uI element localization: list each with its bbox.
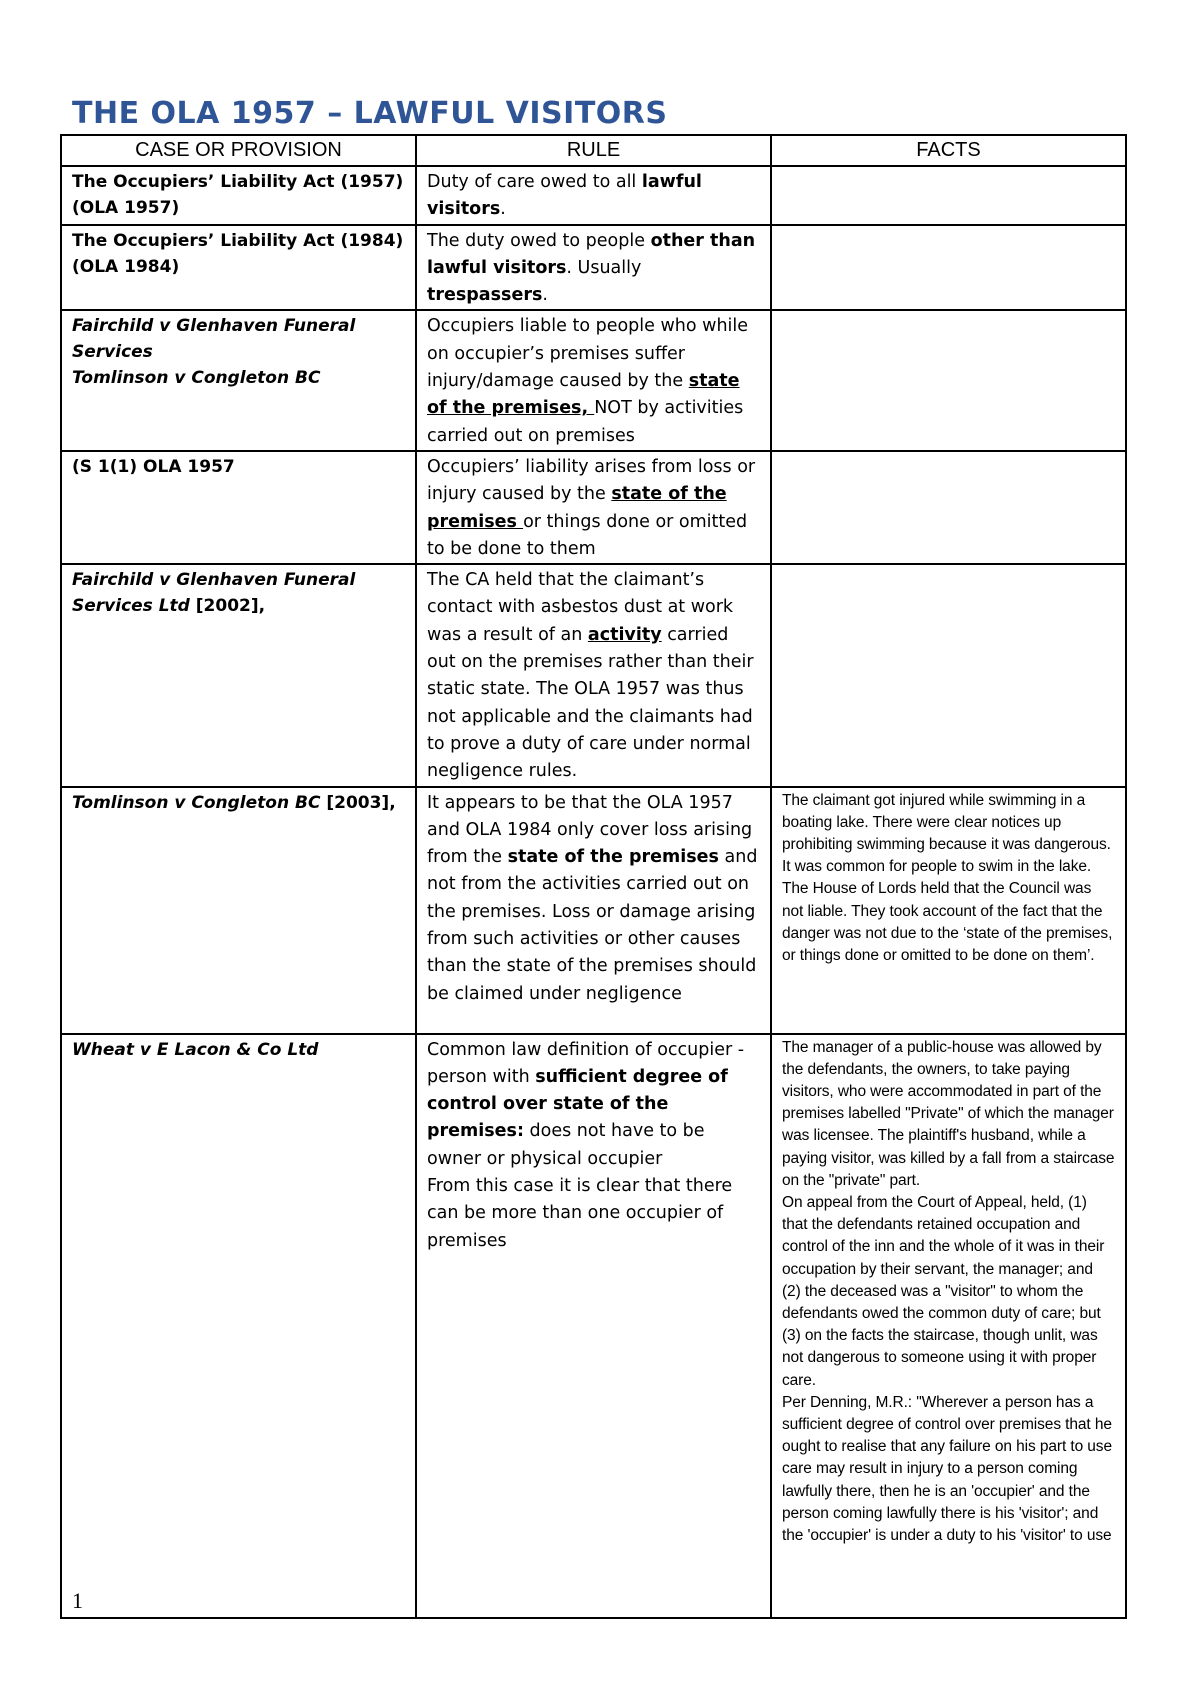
table-row	[61, 166, 1126, 225]
table-row	[61, 564, 1126, 786]
table-row	[61, 310, 1126, 450]
rule-cell: Common law definition of occupier - person with sufficient degree of control over state of the premises: does not have to be owner or physical occupier From this case it is clear that there can be more than one occupier of premises	[416, 1034, 771, 1618]
table-row	[61, 787, 1126, 1034]
rule-cell: Duty of care owed to all lawful visitors.	[416, 166, 771, 225]
header-facts: FACTS	[771, 135, 1126, 166]
case-citation: [2002],	[189, 596, 266, 617]
emphasis: sufficient degree of control over state of the premises:	[427, 1066, 728, 1142]
rule-cell: Occupiers liable to people who while on occupier’s premises suffer injury/damage caused by the state of the premises, NOT by activities carried out on premises	[416, 310, 771, 450]
facts-cell	[771, 166, 1126, 225]
facts-cell	[771, 310, 1126, 450]
cases-table	[60, 134, 1127, 1619]
facts-paragraph: On appeal from the Court of Appeal, held, (1) that the defendants retained occupation and control of the inn and the whole of it was in their occupation by their servant, the manager; and (2) the deceased was a "visitor" to whom the defendants owed the common duty of care; but (3) on the facts the staircase, though unlit, was not dangerous to someone using it with proper care.	[782, 1193, 1105, 1389]
table-row	[61, 225, 1126, 311]
header-case: CASE OR PROVISION	[61, 135, 416, 166]
case-name: The Occupiers’ Liability Act (1984)	[72, 230, 404, 251]
emphasis: state of the premises	[507, 847, 719, 868]
case-name: Fairchild v Glenhaven Funeral Services	[72, 316, 356, 363]
facts-paragraph: Per Denning, M.R.: "Wherever a person has a sufficient degree of control over premises that he ought to realise that any failure on his part to use care may result in injury to a person coming lawfully there, then he is an 'occupier' and the person coming lawfully there is his 'visitor'; and the 'occupier' is under a duty to his 'visitor' to use	[782, 1393, 1112, 1544]
case-cell	[61, 225, 416, 311]
emphasis: other than lawful visitors	[427, 230, 756, 278]
table-row	[61, 451, 1126, 564]
case-name: Tomlinson v Congleton BC	[72, 368, 321, 389]
rule-cell: The CA held that the claimant’s contact with asbestos dust at work was a result of an activity carried out on the premises rather than their static state. The OLA 1957 was thus not applicable and the claimants had to prove a duty of care under normal negligence rules.	[416, 564, 771, 786]
case-cell	[61, 310, 416, 450]
page-title: THE OLA 1957 – LAWFUL VISITORS	[72, 96, 668, 131]
table-row	[61, 1034, 1126, 1618]
facts-cell	[771, 1034, 1126, 1618]
facts-paragraph: The manager of a public-house was allowed by the defendants, the owners, to take paying visitors, who were accommodated in part of the premises labelled "Private" of which the manager was licensee. The plaintiff's husband, while a paying visitor, was killed by a fall from a staircase on the "private" part.	[782, 1038, 1115, 1189]
case-name: Wheat v E Lacon & Co Ltd	[72, 1039, 319, 1060]
case-cell	[61, 564, 416, 786]
header-row	[61, 135, 1126, 166]
page-number: 1	[72, 1588, 83, 1613]
emphasis: lawful visitors	[427, 172, 702, 220]
case-name: The Occupiers’ Liability Act (1957)	[72, 172, 404, 192]
facts-cell	[771, 225, 1126, 311]
rule-cell: It appears to be that the OLA 1957 and OLA 1984 only cover loss arising from the state of the premises and not from the activities carried out on the premises. Loss or damage arising from such activities or other causes than the state of the premises should be claimed under negligence	[416, 787, 771, 1034]
case-cell	[61, 787, 416, 1034]
facts-cell	[771, 451, 1126, 564]
emphasis: state of the premises,	[427, 371, 740, 419]
case-name: (S 1(1) OLA 1957	[72, 456, 235, 477]
case-cell	[61, 1034, 416, 1618]
case-cell	[61, 166, 416, 225]
emphasis: trespassers	[427, 285, 543, 306]
emphasis: activity	[587, 624, 662, 645]
facts-cell: The claimant got injured while swimming in a boating lake. There were clear notices up prohibiting swimming because it was dangerous. It was common for people to swim in the lake. The House of Lords held that the Council was not liable. They took account of the fact that the danger was not due to the ‘state of the premises, or things done or omitted to be done on them’.	[771, 787, 1126, 1034]
emphasis: state of the premises	[427, 484, 727, 532]
case-abbrev: (OLA 1984)	[72, 256, 180, 277]
case-abbrev: (OLA 1957)	[72, 198, 180, 218]
case-citation: [2003],	[320, 792, 396, 813]
rule-cell: The duty owed to people other than lawful visitors. Usually trespassers.	[416, 225, 771, 311]
rule-paragraph: From this case it is clear that there can be more than one occupier of premises	[427, 1176, 733, 1251]
case-name: Fairchild v Glenhaven Funeral Services Ltd	[72, 570, 356, 617]
facts-cell	[771, 564, 1126, 786]
rule-cell: Occupiers’ liability arises from loss or injury caused by the state of the premises or things done or omitted to be done to them	[416, 451, 771, 564]
header-rule: RULE	[416, 135, 771, 166]
case-name: Tomlinson v Congleton BC	[72, 792, 321, 813]
case-cell	[61, 451, 416, 564]
